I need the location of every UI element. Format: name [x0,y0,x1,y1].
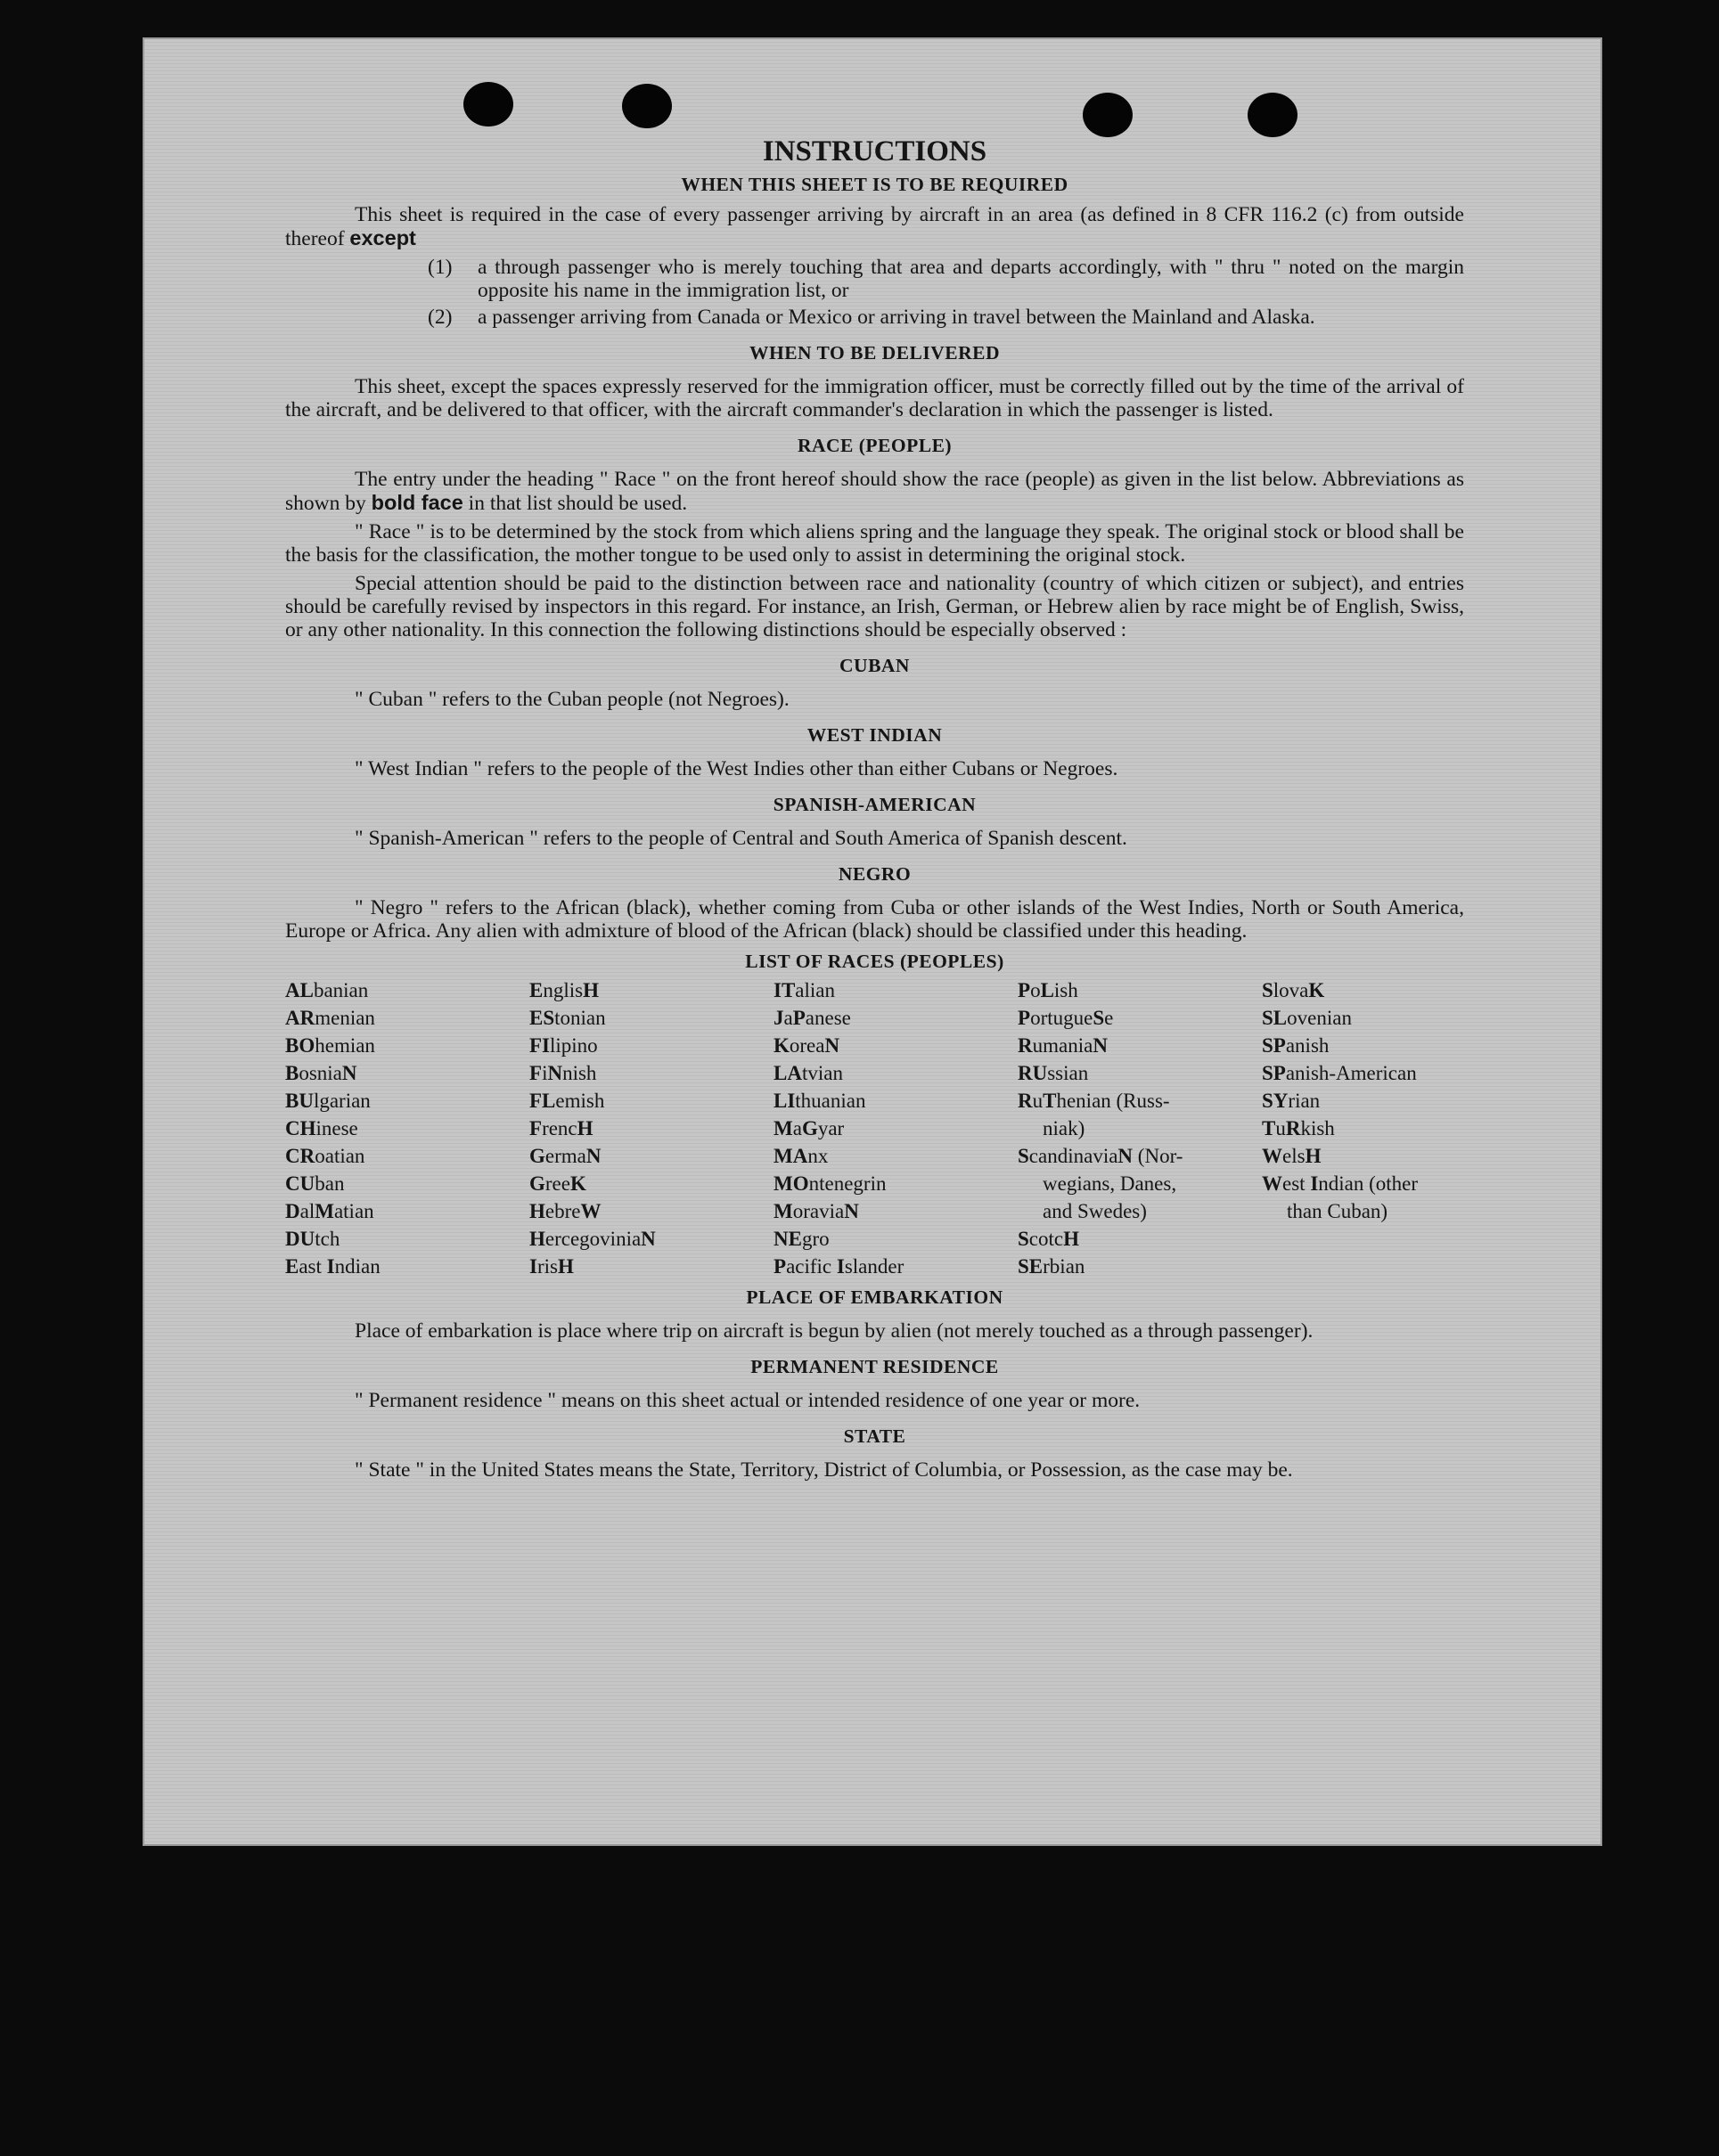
race-entry: ARmenian [285,1007,375,1029]
race-entry: RuThenian (Russ- [1018,1090,1170,1112]
race-entry: SlovaK [1262,979,1325,1001]
races-column [285,976,529,1280]
residence-heading: PERMANENT RESIDENCE [750,1356,999,1377]
spanish-american-heading: SPANISH-AMERICAN [773,794,977,815]
race-paragraph-2: " Race " is to be determined by the stock from which aliens spring and the language they speak. The original stock or blood shall be the basis for the classification, the mother tongue to be used only to assist in determining the original stock. [285,520,1464,567]
race-entry: CHinese [285,1117,358,1139]
punch-hole [1083,93,1133,137]
race-entry: EnglisH [529,979,599,1001]
races-column [774,976,1018,1280]
race-entry: CRoatian [285,1145,365,1167]
race-entry: MoraviaN [774,1200,859,1222]
race-entry: ScotcH [1018,1228,1079,1250]
state-heading: STATE [843,1425,906,1447]
race-entry: wegians, Danes, [1043,1172,1177,1195]
race-entry: LAtvian [774,1062,843,1084]
race-heading: RACE (PEOPLE) [797,435,953,456]
race-entry: FIlipino [529,1034,598,1057]
race-entry: West Indian (other [1262,1172,1419,1195]
race-entry: ALbanian [285,979,369,1001]
when-delivered-text: This sheet, except the spaces expressly reserved for the immigration officer, must be correctly filled out by the time of the arrival of the aircraft, and be delivered to that officer, with the aircraft commander's declaration in which the passenger is listed. [285,375,1464,421]
race-entry: WelsH [1262,1145,1322,1167]
when-required-intro: This sheet is required in the case of every passenger arriving by aircraft in an area (as defined in 8 CFR 116.2 (c) from outside thereof except [285,203,1464,250]
race-entry: KoreaN [774,1034,840,1057]
when-required-heading: WHEN THIS SHEET IS TO BE REQUIRED [681,174,1068,195]
race-entry: and Swedes) [1043,1200,1147,1222]
race-entry: ScandinaviaN (Nor- [1018,1145,1183,1167]
race-entry: IrisH [529,1255,574,1278]
negro-heading: NEGRO [838,863,912,885]
races-list [285,976,1464,1280]
race-entry: PortugueSe [1018,1007,1114,1029]
race-entry: FiNnish [529,1062,597,1084]
negro-text: " Negro " refers to the African (black), whether coming from Cuba or other islands of the West Indies, North or South America, Europe or Africa. Any alien with admixture of blood of the African (black) should be classified under this heading. [285,896,1464,943]
cuban-text: " Cuban " refers to the Cuban people (not Negroes). [355,688,790,711]
cuban-heading: CUBAN [839,655,910,676]
except-emphasis: except [349,226,416,249]
punch-hole [463,82,513,127]
exception-item: (2) a passenger arriving from Canada or Mexico or arriving in travel between the Mainland and Alaska. [428,306,1315,329]
race-entry: ITalian [774,979,835,1001]
race-entry: NEgro [774,1228,830,1250]
when-delivered-heading: WHEN TO BE DELIVERED [749,342,1001,363]
race-entry: HercegoviniaN [529,1228,656,1250]
residence-text: " Permanent residence " means on this sheet actual or intended residence of one year or more. [355,1389,1141,1412]
race-entry: GreeK [529,1172,586,1195]
page-title: INSTRUCTIONS [762,135,987,167]
race-entry: FrencH [529,1117,593,1139]
race-entry: FLemish [529,1090,605,1112]
race-entry: SLovenian [1262,1007,1352,1029]
race-entry: BosniaN [285,1062,357,1084]
exception-item: (1) a through passenger who is merely touching that area and departs accordingly, with " thru " noted on the margin opposite his name in the immigration list, or [428,256,1464,302]
race-entry: East Indian [285,1255,381,1278]
race-entry: Pacific Islander [774,1255,905,1278]
race-entry: DalMatian [285,1200,374,1222]
race-entry: LIthuanian [774,1090,866,1112]
race-entry: JaPanese [774,1007,851,1029]
race-entry: SYrian [1262,1090,1321,1112]
races-column [1018,976,1262,1280]
instructions-content [285,134,1464,1487]
race-entry: BUlgarian [285,1090,371,1112]
punch-hole [1248,93,1297,137]
race-entry: HebreW [529,1200,602,1222]
race-entry: EStonian [529,1007,606,1029]
embarkation-heading: PLACE OF EMBARKATION [746,1286,1003,1308]
race-entry: DUtch [285,1228,340,1250]
race-paragraph-3: Special attention should be paid to the distinction between race and nationality (country of which citizen or subject), and entries should be carefully revised by inspectors in this regard. For instance, an Irish, German, or Hebrew alien by race might be of English, Swiss, or any other nationality. In this connection the following distinctions should be especially observed : [285,572,1464,641]
document-sheet [143,37,1602,1846]
race-entry: PoLish [1018,979,1078,1001]
list-of-races-heading: LIST OF RACES (PEOPLES) [745,951,1004,972]
west-indian-text: " West Indian " refers to the people of the West Indies other than either Cubans or Negroes. [355,757,1118,780]
races-column [1262,976,1464,1280]
race-entry: than Cuban) [1287,1200,1388,1222]
bold-face-emphasis: bold face [371,491,463,514]
race-entry: BOhemian [285,1034,375,1057]
race-entry: niak) [1043,1117,1085,1139]
race-entry: GermaN [529,1145,602,1167]
spanish-american-text: " Spanish-American " refers to the people of Central and South America of Spanish descent. [355,827,1127,850]
race-entry: SPanish [1262,1034,1330,1057]
race-entry: MAnx [774,1145,829,1167]
race-entry: RumaniaN [1018,1034,1108,1057]
races-column [529,976,774,1280]
race-entry: TuRkish [1262,1117,1335,1139]
race-entry: MOntenegrin [774,1172,887,1195]
race-paragraph-1: The entry under the heading " Race " on the front hereof should show the race (people) as given in the list below. Abbreviations as shown by bold face in that list should be used. [285,468,1464,515]
race-entry: CUban [285,1172,345,1195]
race-entry: RUssian [1018,1062,1089,1084]
west-indian-heading: WEST INDIAN [806,724,943,746]
state-text: " State " in the United States means the State, Territory, District of Columbia, or Possession, as the case may be. [355,1458,1293,1482]
race-entry: SErbian [1018,1255,1085,1278]
race-entry: SPanish-American [1262,1062,1417,1084]
punch-hole [622,84,672,128]
race-entry: MaGyar [774,1117,845,1139]
embarkation-text: Place of embarkation is place where trip on aircraft is begun by alien (not merely touched as a through passenger). [355,1319,1314,1343]
